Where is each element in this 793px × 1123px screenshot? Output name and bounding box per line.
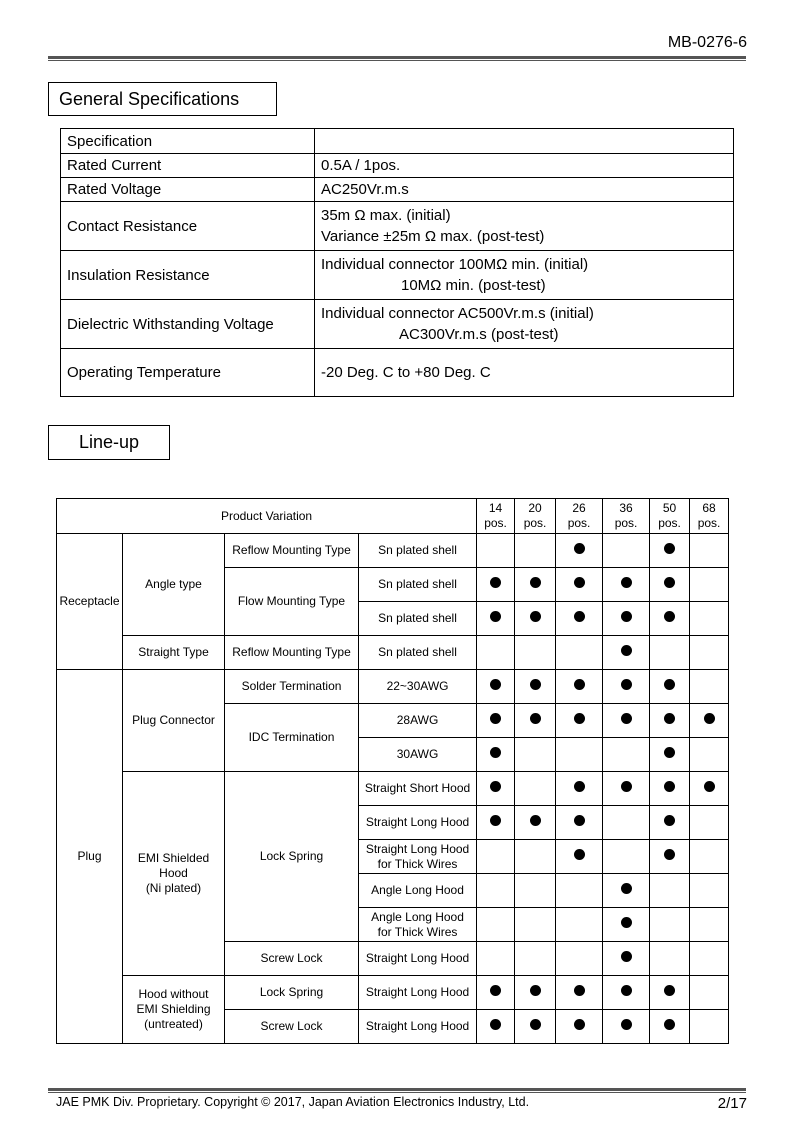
spec-label: Rated Voltage [61, 178, 315, 202]
availability-cell [515, 908, 556, 942]
availability-cell [690, 738, 729, 772]
spec-value [315, 202, 734, 251]
availability-cell [603, 568, 650, 602]
spec-value [315, 251, 734, 300]
availability-cell [650, 840, 690, 874]
availability-cell [515, 840, 556, 874]
availability-cell [603, 670, 650, 704]
mounting-reflow: Reflow Mounting Type [225, 636, 359, 670]
category-plug: Plug [57, 670, 123, 1044]
available-dot-icon [490, 747, 501, 758]
available-dot-icon [574, 849, 585, 860]
availability-cell [690, 704, 729, 738]
lineup-header-row [57, 499, 729, 534]
available-dot-icon [621, 951, 632, 962]
spec-header-value [315, 129, 734, 154]
availability-cell [556, 738, 603, 772]
availability-cell [515, 738, 556, 772]
availability-cell [603, 772, 650, 806]
hood-straight-long-thick: Straight Long Hood for Thick Wires [359, 840, 477, 874]
position-header: 50 pos. [650, 499, 690, 534]
available-dot-icon [530, 577, 541, 588]
availability-cell [477, 874, 515, 908]
available-dot-icon [574, 781, 585, 792]
hood-angle-long: Angle Long Hood [359, 874, 477, 908]
availability-cell [650, 602, 690, 636]
spec-label: Insulation Resistance [61, 251, 315, 300]
availability-cell [477, 908, 515, 942]
available-dot-icon [621, 611, 632, 622]
availability-cell [515, 568, 556, 602]
spec-label: Dielectric Withstanding Voltage [61, 300, 315, 349]
spec-value [315, 154, 734, 178]
spec-header-row [61, 129, 734, 154]
availability-cell [650, 874, 690, 908]
available-dot-icon [490, 781, 501, 792]
spec-value-line: -20 Deg. C to +80 Deg. C [321, 364, 491, 381]
type-straight: Straight Type [123, 636, 225, 670]
finish-sn-shell: Sn plated shell [359, 534, 477, 568]
availability-cell [477, 1010, 515, 1044]
lineup-table [56, 498, 729, 1044]
availability-cell [603, 602, 650, 636]
spec-row-insulation-resistance [61, 251, 734, 300]
available-dot-icon [574, 679, 585, 690]
mounting-reflow: Reflow Mounting Type [225, 534, 359, 568]
type-angle: Angle type [123, 534, 225, 636]
spec-label: Rated Current [61, 154, 315, 178]
available-dot-icon [621, 713, 632, 724]
position-header: 26 pos. [556, 499, 603, 534]
hood-straight-long: Straight Long Hood [359, 976, 477, 1010]
wire-30awg: 30AWG [359, 738, 477, 772]
spec-row-dielectric-withstanding-voltage [61, 300, 734, 349]
spec-label: Operating Temperature [61, 349, 315, 397]
availability-cell [603, 636, 650, 670]
availability-cell [477, 602, 515, 636]
spec-value-line: Individual connector 100MΩ min. (initial) [321, 256, 589, 273]
availability-cell [556, 534, 603, 568]
availability-cell [650, 670, 690, 704]
product-variation-header: Product Variation [57, 499, 477, 534]
availability-cell [515, 772, 556, 806]
available-dot-icon [664, 849, 675, 860]
availability-cell [477, 738, 515, 772]
available-dot-icon [530, 1019, 541, 1030]
available-dot-icon [490, 577, 501, 588]
available-dot-icon [621, 985, 632, 996]
available-dot-icon [490, 985, 501, 996]
mounting-flow: Flow Mounting Type [225, 568, 359, 636]
spec-row-rated-current [61, 154, 734, 178]
screw-lock: Screw Lock [225, 942, 359, 976]
available-dot-icon [621, 679, 632, 690]
finish-sn-shell: Sn plated shell [359, 602, 477, 636]
availability-cell [690, 636, 729, 670]
availability-cell [556, 942, 603, 976]
availability-cell [556, 976, 603, 1010]
available-dot-icon [664, 747, 675, 758]
availability-cell [477, 840, 515, 874]
availability-cell [515, 1010, 556, 1044]
available-dot-icon [664, 985, 675, 996]
wire-28awg: 28AWG [359, 704, 477, 738]
spec-row-contact-resistance [61, 202, 734, 251]
general-specifications-table [60, 128, 734, 397]
availability-cell [603, 806, 650, 840]
available-dot-icon [530, 713, 541, 724]
spec-value-line: 0.5A / 1pos. [321, 157, 401, 174]
availability-cell [650, 772, 690, 806]
availability-cell [690, 874, 729, 908]
hood-straight-long: Straight Long Hood [359, 942, 477, 976]
available-dot-icon [574, 1019, 585, 1030]
available-dot-icon [621, 917, 632, 928]
availability-cell [556, 806, 603, 840]
availability-cell [690, 806, 729, 840]
availability-cell [690, 1010, 729, 1044]
availability-cell [650, 976, 690, 1010]
spec-value-line: 10MΩ min. (post-test) [401, 277, 546, 294]
hood-straight-short: Straight Short Hood [359, 772, 477, 806]
termination-idc: IDC Termination [225, 704, 359, 772]
available-dot-icon [574, 713, 585, 724]
available-dot-icon [664, 1019, 675, 1030]
spec-value-line: 35m Ω max. (initial) [321, 207, 451, 224]
type-plug-connector: Plug Connector [123, 670, 225, 772]
availability-cell [515, 976, 556, 1010]
spec-header-label: Specification [61, 129, 315, 154]
availability-cell [650, 806, 690, 840]
availability-cell [690, 534, 729, 568]
availability-cell [477, 568, 515, 602]
available-dot-icon [664, 679, 675, 690]
availability-cell [477, 772, 515, 806]
availability-cell [690, 568, 729, 602]
availability-cell [477, 670, 515, 704]
spec-label: Contact Resistance [61, 202, 315, 251]
wire-22-30awg: 22~30AWG [359, 670, 477, 704]
general-specifications-title-text: General Specifications [59, 88, 240, 109]
availability-cell [556, 602, 603, 636]
availability-cell [556, 670, 603, 704]
available-dot-icon [704, 713, 715, 724]
footer-copyright: JAE PMK Div. Proprietary. Copyright © 2017, Japan Aviation Electronics Industry, Ltd. [56, 1095, 530, 1109]
availability-cell [650, 534, 690, 568]
page-number: 2/17 [717, 1095, 747, 1112]
finish-sn-shell: Sn plated shell [359, 636, 477, 670]
available-dot-icon [621, 645, 632, 656]
availability-cell [650, 568, 690, 602]
availability-cell [650, 636, 690, 670]
availability-cell [556, 568, 603, 602]
available-dot-icon [530, 611, 541, 622]
available-dot-icon [621, 781, 632, 792]
finish-sn-shell: Sn plated shell [359, 568, 477, 602]
available-dot-icon [530, 985, 541, 996]
available-dot-icon [621, 577, 632, 588]
available-dot-icon [704, 781, 715, 792]
availability-cell [515, 636, 556, 670]
document-id: MB-0276-6 [667, 34, 747, 51]
position-header: 36 pos. [603, 499, 650, 534]
available-dot-icon [664, 611, 675, 622]
availability-cell [515, 670, 556, 704]
available-dot-icon [664, 713, 675, 724]
available-dot-icon [574, 577, 585, 588]
availability-cell [515, 704, 556, 738]
available-dot-icon [664, 543, 675, 554]
hood-angle-long-thick: Angle Long Hood for Thick Wires [359, 908, 477, 942]
type-emi-shielded-hood: EMI Shielded Hood (Ni plated) [123, 772, 225, 976]
available-dot-icon [664, 815, 675, 826]
availability-cell [477, 942, 515, 976]
availability-cell [556, 1010, 603, 1044]
position-header: 14 pos. [477, 499, 515, 534]
availability-cell [477, 806, 515, 840]
available-dot-icon [490, 611, 501, 622]
lineup-row [57, 636, 729, 670]
availability-cell [603, 738, 650, 772]
availability-cell [515, 806, 556, 840]
spec-row-operating-temperature [61, 349, 734, 397]
footer-rule [48, 1088, 746, 1093]
availability-cell [556, 874, 603, 908]
available-dot-icon [490, 713, 501, 724]
spec-value-line: AC250Vr.m.s [321, 181, 409, 198]
spec-value [315, 178, 734, 202]
availability-cell [477, 704, 515, 738]
available-dot-icon [664, 577, 675, 588]
availability-cell [515, 602, 556, 636]
spec-value-line: Variance ±25m Ω max. (post-test) [321, 228, 545, 245]
available-dot-icon [574, 611, 585, 622]
available-dot-icon [530, 815, 541, 826]
lineup-row [57, 976, 729, 1010]
availability-cell [603, 840, 650, 874]
available-dot-icon [621, 1019, 632, 1030]
availability-cell [603, 534, 650, 568]
availability-cell [603, 942, 650, 976]
hood-straight-long: Straight Long Hood [359, 1010, 477, 1044]
lineup-title [48, 425, 170, 460]
availability-cell [515, 534, 556, 568]
availability-cell [477, 534, 515, 568]
available-dot-icon [664, 781, 675, 792]
screw-lock: Screw Lock [225, 1010, 359, 1044]
position-header: 68 pos. [690, 499, 729, 534]
lock-spring: Lock Spring [225, 976, 359, 1010]
general-specifications-title [48, 82, 277, 116]
availability-cell [603, 976, 650, 1010]
spec-value [315, 349, 734, 397]
availability-cell [556, 840, 603, 874]
availability-cell [690, 772, 729, 806]
lineup-title-text: Line-up [78, 432, 140, 452]
availability-cell [556, 636, 603, 670]
availability-cell [556, 908, 603, 942]
availability-cell [515, 942, 556, 976]
availability-cell [603, 908, 650, 942]
available-dot-icon [574, 985, 585, 996]
termination-solder: Solder Termination [225, 670, 359, 704]
spec-row-rated-voltage [61, 178, 734, 202]
hood-straight-long: Straight Long Hood [359, 806, 477, 840]
lineup-row [57, 534, 729, 568]
availability-cell [515, 874, 556, 908]
available-dot-icon [490, 815, 501, 826]
availability-cell [650, 942, 690, 976]
available-dot-icon [574, 815, 585, 826]
availability-cell [650, 908, 690, 942]
availability-cell [690, 670, 729, 704]
availability-cell [650, 704, 690, 738]
available-dot-icon [574, 543, 585, 554]
lineup-row [57, 772, 729, 806]
availability-cell [650, 738, 690, 772]
available-dot-icon [621, 883, 632, 894]
availability-cell [690, 976, 729, 1010]
spec-value-line: Individual connector AC500Vr.m.s (initial) [321, 305, 594, 322]
availability-cell [477, 636, 515, 670]
availability-cell [556, 772, 603, 806]
lineup-row [57, 670, 729, 704]
availability-cell [690, 908, 729, 942]
type-hood-without-emi: Hood without EMI Shielding (untreated) [123, 976, 225, 1044]
header-rule [48, 56, 746, 61]
availability-cell [690, 942, 729, 976]
available-dot-icon [490, 679, 501, 690]
availability-cell [603, 874, 650, 908]
position-header: 20 pos. [515, 499, 556, 534]
availability-cell [556, 704, 603, 738]
spec-value-line: AC300Vr.m.s (post-test) [399, 326, 559, 343]
availability-cell [690, 840, 729, 874]
spec-value [315, 300, 734, 349]
availability-cell [650, 1010, 690, 1044]
availability-cell [477, 976, 515, 1010]
availability-cell [603, 704, 650, 738]
category-receptacle: Receptacle [57, 534, 123, 670]
lock-spring: Lock Spring [225, 772, 359, 942]
available-dot-icon [490, 1019, 501, 1030]
availability-cell [603, 1010, 650, 1044]
available-dot-icon [530, 679, 541, 690]
availability-cell [690, 602, 729, 636]
